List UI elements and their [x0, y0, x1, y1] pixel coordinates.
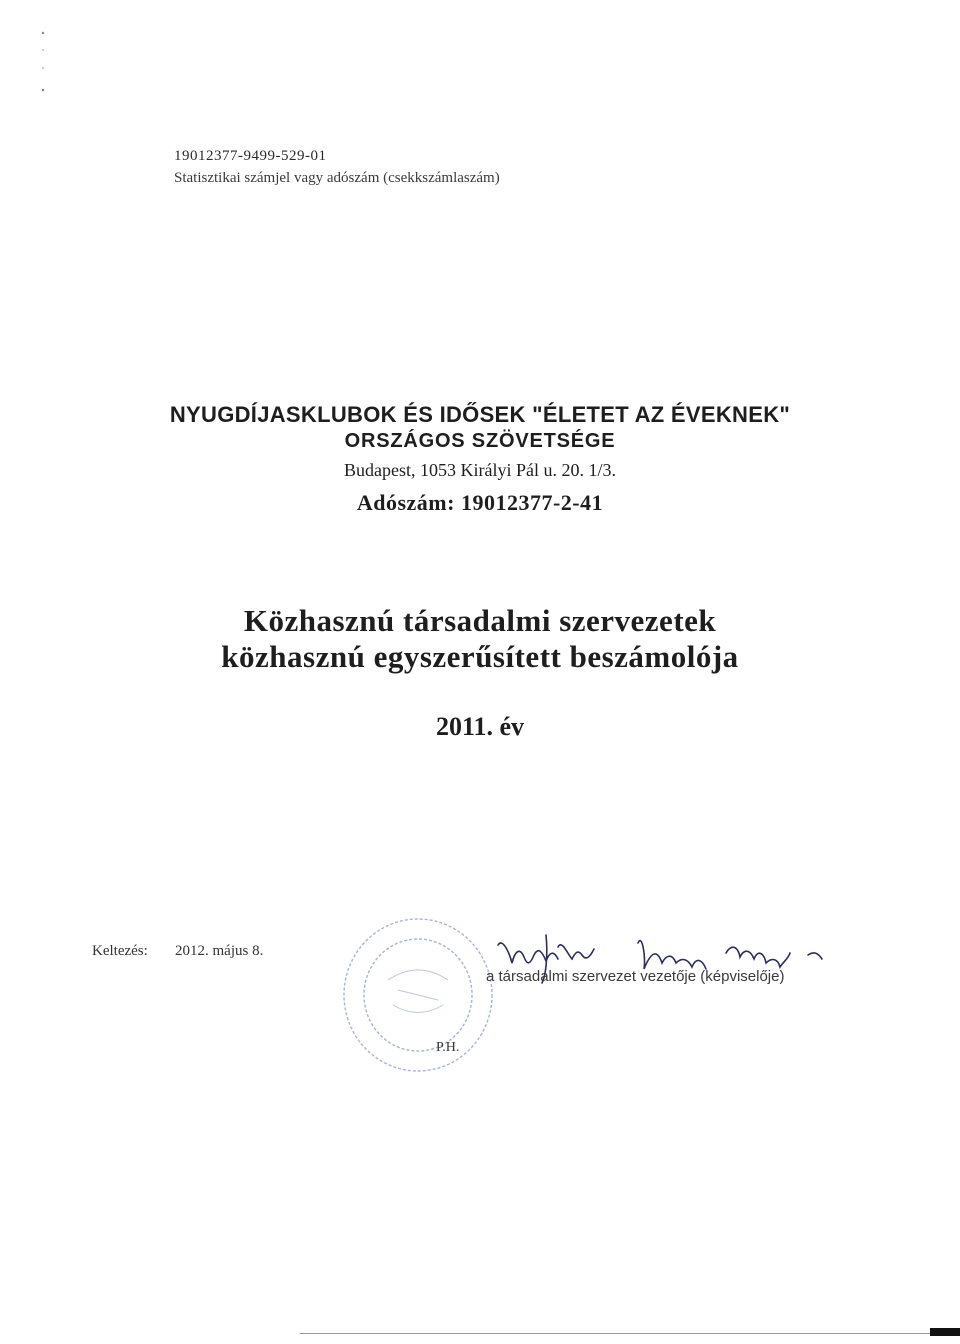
organization-address: Budapest, 1053 Királyi Pál u. 20. 1/3. [344, 460, 616, 480]
date-value: 2012. május 8. [175, 943, 264, 959]
organization-name-line2: ORSZÁGOS SZÖVETSÉGE [344, 430, 616, 452]
scan-margin-marks [38, 28, 48, 98]
report-title-line2: közhasznú egyszerűsített beszámolója [221, 639, 739, 674]
report-year: 2011. év [435, 712, 525, 741]
date-label: Keltezés: [92, 943, 148, 959]
report-title-line1: Közhasznú társadalmi szervezetek [243, 603, 717, 638]
signature-caption: a társadalmi szervezet vezetője (képviselője) [486, 968, 785, 985]
bottom-scan-mark [930, 1328, 960, 1336]
organization-tax-number: Adószám: 19012377-2-41 [356, 490, 604, 515]
stamp-place-label: P.H. [436, 1040, 460, 1055]
statistical-number: 19012377-9499-529-01 [174, 148, 327, 164]
statistical-number-label: Statisztikai számjel vagy adószám (csekkszámlaszám) [174, 170, 500, 186]
organization-name-line1: NYUGDÍJASKLUBOK ÉS IDŐSEK "ÉLETET AZ ÉVEKNEK" [169, 402, 791, 427]
official-stamp [338, 910, 498, 1080]
bottom-scan-edge [300, 1333, 950, 1334]
